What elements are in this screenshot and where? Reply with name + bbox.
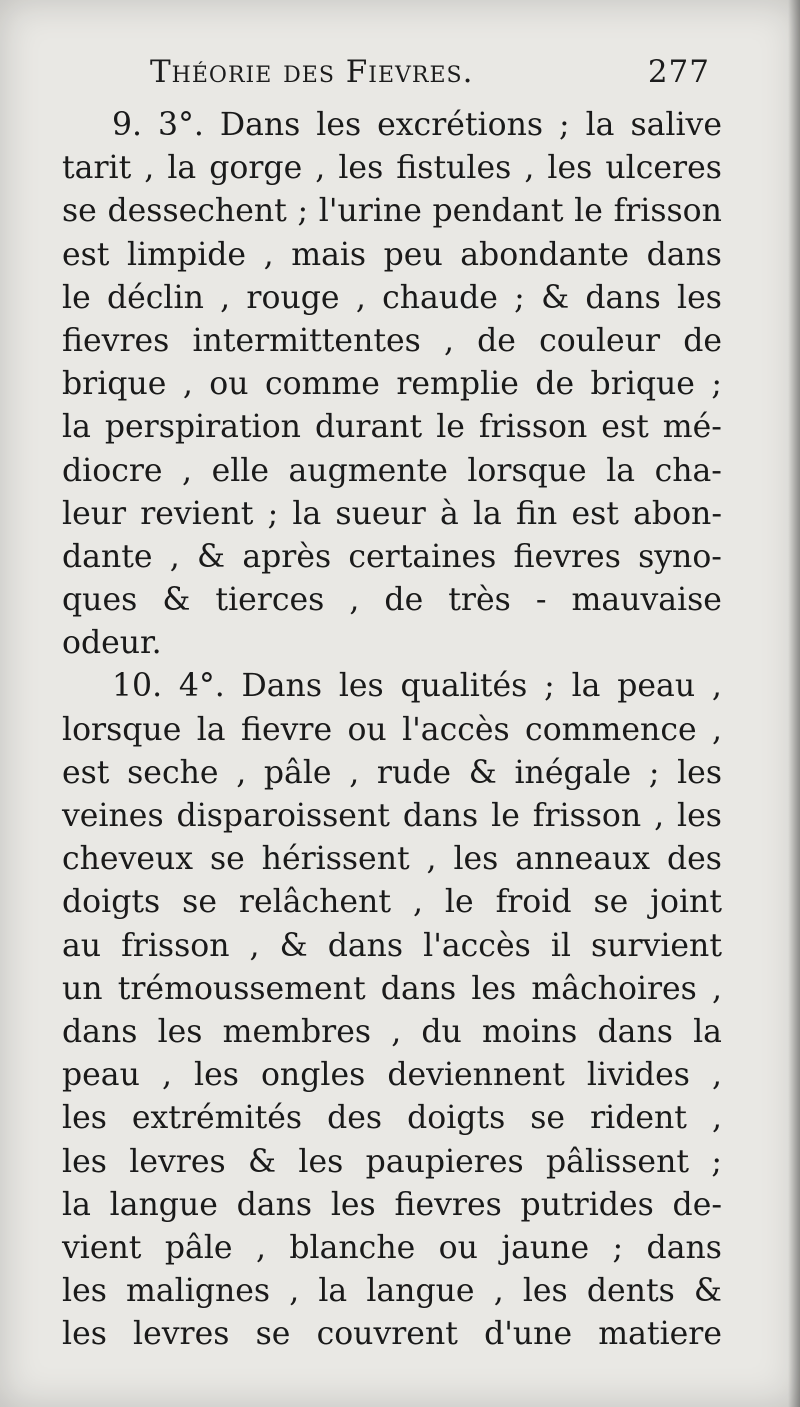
text-line: un trémoussement dans les mâchoires ,	[62, 970, 722, 1007]
text-line: est seche , pâle , rude & inégale ; les	[62, 754, 722, 791]
text-line: les malignes , la langue , les dents &	[62, 1273, 722, 1310]
text-line: cheveux se hérissent , les anneaux des	[62, 841, 722, 878]
text-line: les levres se couvrent d'une matiere	[62, 1316, 722, 1353]
text-line: tarit , la gorge , les fistules , les ulceres	[62, 150, 722, 187]
text-line: la perspiration durant le frisson est mé-	[62, 409, 722, 446]
text-line: le déclin , rouge , chaude ; & dans les	[62, 279, 722, 316]
text-line: la langue dans les fievres putrides de-	[62, 1186, 722, 1223]
text-line: leur revient ; la sueur à la fin est abon-	[62, 495, 722, 532]
text-line: doigts se relâchent , le froid se joint	[62, 884, 722, 921]
text-line: vient pâle , blanche ou jaune ; dans	[62, 1229, 722, 1266]
text-line: les extrémités des doigts se rident ,	[62, 1100, 722, 1137]
text-line: ques & tierces , de très - mauvaise	[62, 582, 722, 619]
running-head	[150, 50, 710, 98]
text-line: au frisson , & dans l'accès il survient	[62, 927, 722, 964]
text-line: se dessechent ; l'urine pendant le frisson	[62, 193, 722, 230]
text-line: les levres & les paupieres pâlissent ;	[62, 1143, 722, 1180]
text-line: lorsque la fievre ou l'accès commence ,	[62, 711, 722, 748]
paragraph-10	[62, 665, 722, 1356]
text-line: odeur.	[62, 625, 162, 662]
body-text	[62, 104, 722, 1356]
page-edge-shadow	[788, 0, 800, 1407]
text-line: diocre , elle augmente lorsque la cha-	[62, 452, 722, 489]
running-head-title: Théorie des Fievres.	[150, 54, 474, 90]
text-line: dans les membres , du moins dans la	[62, 1013, 722, 1050]
text-line: dante , & après certaines fievres syno-	[62, 538, 722, 575]
text-line: 10. 4°. Dans les qualités ; la peau ,	[112, 668, 722, 705]
text-line: peau , les ongles deviennent livides ,	[62, 1057, 722, 1094]
paragraph-9	[62, 104, 722, 665]
text-line: brique , ou comme remplie de brique ;	[62, 366, 722, 403]
text-line: est limpide , mais peu abondante dans	[62, 236, 722, 273]
text-line: veines disparoissent dans le frisson , les	[62, 798, 722, 834]
text-line: 9. 3°. Dans les excrétions ; la salive	[112, 107, 722, 143]
page-number: 277	[647, 54, 710, 90]
text-line: fievres intermittentes , de couleur de	[62, 322, 722, 359]
